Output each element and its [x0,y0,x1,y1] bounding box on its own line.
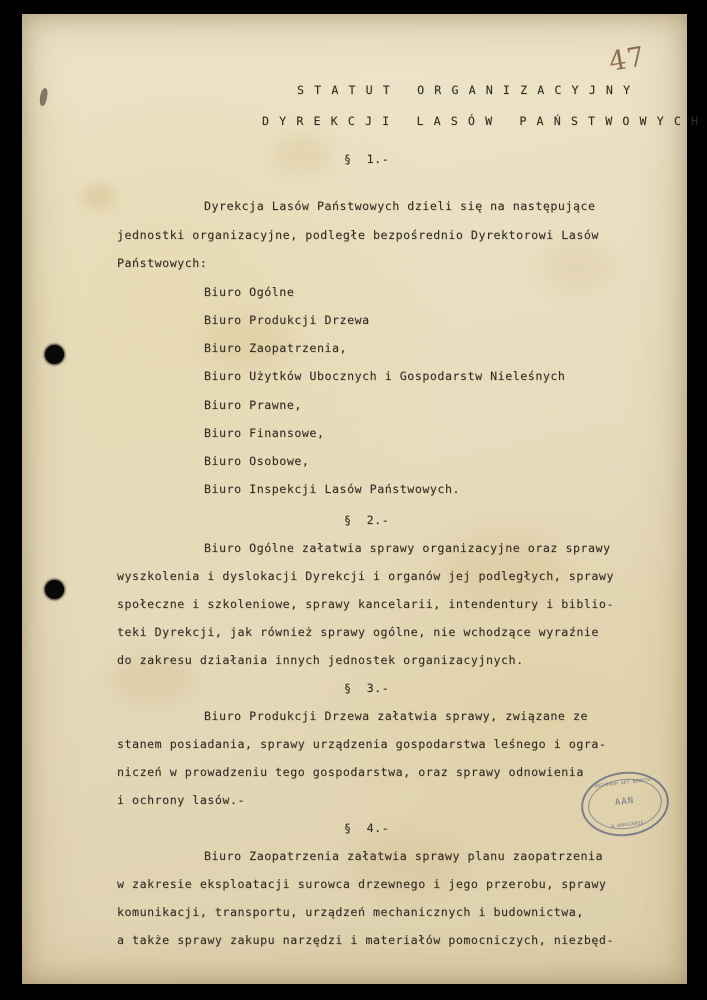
stamp-middle-text: AAN [614,795,635,809]
section-paragraph: Dyrekcja Lasów Państwowych dzieli się na następujące [204,199,596,213]
section-paragraph: i ochrony lasów.- [117,793,246,807]
paper-sheet [22,14,700,984]
section-paragraph: w zakresie eksploatacji surowca drzewnego i jego przerobu, sprawy [117,877,607,891]
section-marker: § 4.- [344,821,390,835]
section-paragraph: społeczne i szkoleniowe, sprawy kancelarii, intendentury i biblio- [117,597,614,611]
section-paragraph: a także sprawy zakupu narzędzi i materiałów pomocniczych, niezbęd- [117,933,614,947]
punch-hole [45,580,64,599]
section-paragraph: teki Dyrekcji, jak również sprawy ogólne, nie wchodzące wyraźnie [117,625,599,639]
list-item: Biuro Użytków Ubocznych i Gospodarstw Nieleśnych [204,369,566,383]
list-item: Biuro Osobowe, [204,454,310,468]
section-paragraph: wyszkolenia i dyslokacji Dyrekcji i organów jej podległych, sprawy [117,569,614,583]
folio-number: 47 [606,41,648,78]
section-paragraph: stanem posiadania, sprawy urządzenia gospodarstwa leśnego i ogra- [117,737,607,751]
document-title-line-2: D Y R E K C J I L A S Ó W P A Ń S T W O W Y C H [262,114,700,128]
punch-hole [45,345,64,364]
typed-text-layer [22,14,700,984]
section-paragraph: jednostki organizacyjne, podległe bezpośrednio Dyrektorowi Lasów [117,228,599,242]
list-item: Biuro Prawne, [204,398,302,412]
section-paragraph: Biuro Zaopatrzenia załatwia sprawy planu zaopatrzenia [204,849,604,863]
section-marker: § 3.- [344,681,390,695]
section-paragraph: do zakresu działania innych jednostek organizacyjnych. [117,653,524,667]
section-marker: § 2.- [344,513,390,527]
section-paragraph: komunikacji, transportu, urządzeń mechanicznych i budownictwa, [117,905,584,919]
section-marker: § 1.- [344,152,390,166]
list-item: Biuro Produkcji Drzewa [204,313,370,327]
section-paragraph: Biuro Produkcji Drzewa załatwia sprawy, związane ze [204,709,589,723]
list-item: Biuro Finansowe, [204,426,325,440]
stamp-bottom-text: W WARSZAWIE [611,820,645,830]
stamp-top-text: ARCHIWUM AKT NOWYCH [594,777,651,790]
document-title-line-1: S T A T U T O R G A N I Z A C Y J N Y [297,83,632,97]
list-item: Biuro Inspekcji Lasów Państwowych. [204,482,461,496]
section-paragraph: Państwowych: [117,256,208,270]
list-item: Biuro Ogólne [204,285,295,299]
list-item: Biuro Zaopatrzenia, [204,341,348,355]
section-paragraph: Biuro Ogólne załatwia sprawy organizacyjne oraz sprawy [204,541,611,555]
section-paragraph: niczeń w prowadzeniu tego gospodarstwa, oraz sprawy odnowienia [117,765,584,779]
